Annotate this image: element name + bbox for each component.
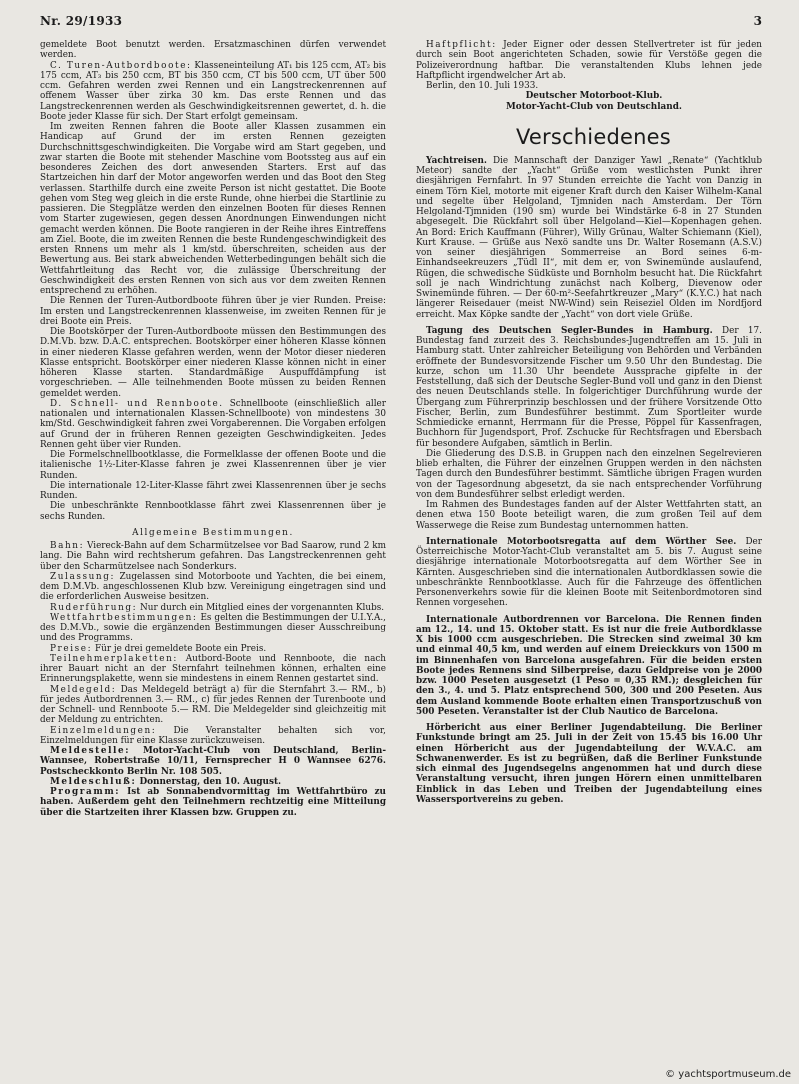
signature-myc: Motor-Yacht-Club von Deutschland. (506, 101, 682, 112)
page-header (40, 14, 762, 32)
section-title: Verschiedenes (516, 124, 671, 149)
news-item: Internationale Autbordrennen vor Barcelona. Die Rennen finden am 12., 14. und 15. Oktober statt. Es ist nur die freie Autbordklasse X bis 1000 ccm ausgeschrieben. Die Strecken sind zweimal 30 km und einmal 40,5 km, und werden auf einem Dreieckkurs von 1500 m im Binnenhafen von Barcelona ausgefahren. Für die beiden ersten Boote jedes Rennens sind Silberpreise, dazu Geldpreise von je 2000 bzw. 1000 Peseten ausgesetzt (1 Peso = 0,35 RM.); desgleichen für den 3., 4. und 5. Platz entsprechend 500, 300 und 200 Peseten. Aus dem Ausland kommende Boote erhalten einen Transportzuschuß von 500 Peseten. Veranstalter ist der Club Nautico de Barcelona. (416, 614, 762, 717)
right-column (416, 40, 762, 805)
paragraph: Die Rennen der Turen-Autbordboote führen über je vier Runden. Preise: Im ersten und Langstreckenrennen klassenweise, im zweiten Rennen für je drei Boote ein Preis. (40, 296, 386, 327)
provision-item: Ruderführung: Nur durch ein Mitglied eines der vorgenannten Klubs. (50, 602, 385, 613)
provision-item: Preise: Für je drei gemeldete Boote ein Preis. (50, 643, 267, 654)
news-item: Yachtreisen. Die Mannschaft der Danziger Yawl „Renate“ (Yachtklub Meteor) sandte der „Yacht“ Grüße vom westlichsten Punkt ihrer diesjährigen Fernfahrt. In 97 Stunden erreichte die Yacht von Danzig in einem Törn Kiel, motorte mit eigener Kraft durch den Kaiser Wilhelm-Kanal und segelte über Helgoland, Tjmniden nach Amsterdam. Der Törn Helgoland-Tjmniden (190 sm) wurde bei Windstärke 6-8 in 27 Stunden abgesegelt. Die Rückfahrt soll über Helgoland—Kiel—Kopenhagen gehen. An Bord: Erich Kauffmann (Führer), Willy Grünau, Walter Schiemann (Kiel), Kurt Krause. — Grüße aus Nexö sandte uns Dr. Walter Rosemann (A.S.V.) von seiner diesjährigen Sommerreise an Bord seines 6-m-Einhandseekreuzers „Tüdl II“, mit dem er, von Swinemünde auslaufend, Rügen, die schwedische Südküste und Bornholm besucht hat. Die Rückfahrt soll je nach Windrichtung zunächst nach Kolberg, Dievenow oder Swinemünde führen. — Der 60-m²-Seefahrtkreuzer „Mary“ (K.Y.C.) hat nach längerer Reisedauer (meist NW-Wind) sein Reiseziel Olden im Nordfjord erreicht. Max Köpke sandte der „Yacht“ von dort viele Grüße. (416, 155, 763, 320)
provision-item: Meldegeld: Das Meldegeld beträgt a) für die Sternfahrt 3.— RM., b) für jedes Autbordrennen 3.— RM., c) für jedes Rennen der Turenboote und der Schnell- und Rennboote 5.— RM. Die Meldegelder sind gleichzeitig mit der Meldung zu entrichten. (40, 684, 386, 726)
news-item: Im Rahmen des Bundestages fanden auf der Alster Wettfahrten statt, an denen etwa 150 Boote beteiligt waren, die zum großen Teil auf dem Wasserwege die Reise zum Bundestag unternommen hatten. (416, 500, 762, 531)
paragraph: Im zweiten Rennen fahren die Boote aller Klassen zusammen ein Handicap auf Grund der im ersten Rennen gezeigten Durchschnittsgeschwindigkeiten. Die Vorgabe wird am Start gegeben, und zwar starten die Boote mit stehender Maschine vom Bootssteg aus auf ein besonderes Zeichen des dort anwesenden Starters. Erst auf das Startzeichen hin darf der Motor angeworfen werden und das Boot den Steg verlassen. Starthilfe durch eine zweite Person ist nicht gestattet. Die Boote gehen vom Steg weg gleich in die erste Runde, ohne hierbei die Startlinie zu passieren. Die Stegplätze werden den einzelnen Booten für dieses Rennen vom Starter zugewiesen, gegen dessen Anordnungen Einwendungen nicht gemacht werden können. Die Boote rangieren in der Reihe ihres Eintreffens am Ziel. Boote, die im zweiten Rennen die beste Rundengeschwindigkeit des ersten Rnnens um mehr als 1 km/std. überschreiten, scheiden aus der Bewertung aus. Bei stark abweichenden Wetterbedingungen behält sich die Wettfahrtleitung das Recht vor, die zulässige Überschreitung der Geschwindigkeit des ersten Rennen von sich aus vor dem zweiten Rennen entsprechend zu erhöhen. (40, 122, 386, 296)
page-number: 3 (753, 14, 762, 28)
paragraph: Die Formelschnellbootklasse, die Formelklasse der offenen Boote und die italienische 1½-Liter-Klasse fahren je zwei Klassenrennen über je vier Runden. (40, 450, 386, 481)
date-line: Berlin, den 10. Juli 1933. (426, 81, 539, 91)
liability-paragraph: Haftpflicht: Jeder Eigner oder dessen Stellvertreter ist für jeden durch sein Boot angerichteten Schaden, sowie für Verstöße gegen die Polizeiverordnung haftbar. Die veranstaltenden Klubs lehnen jede Haftpflicht irgendwelcher Art ab. (416, 40, 762, 81)
left-column (40, 40, 386, 818)
provision-item: Wettfahrtbestimmungen: Es gelten die Bestimmungen der U.I.Y.A., des D.M.Vb., sowie die ergänzenden Bestimmungen dieser Ausschreibung und des Programms. (40, 612, 386, 644)
provision-item: Teilnehmerplaketten: Autbord-Boote und Rennboote, die nach ihrer Bauart nicht an der Sternfahrt teilnehmen können, erhalten eine Erinnerungsplakette, wenn sie mindestens in einem Rennen gestartet sind. (40, 653, 387, 685)
paragraph: C. Turen-Autbordboote: Klasseneinteilung AT₁ bis 125 ccm, AT₂ bis 175 ccm, AT₃ bis 250 ccm, BT bis 350 ccm, CT bis 500 ccm, UT über 500 ccm. Gefahren werden zwei Rennen und ein Langstreckenrennen auf offenem Wasser über zirka 30 km. Das erste Rennen und das Langstreckenrennen werden als Geschwindigkeitsrennen gewertet, d. h. die Boote jeder Klasse für sich. Der Start erfolgt gemeinsam. (40, 60, 386, 122)
watermark: © yachtsportmuseum.de (665, 1069, 791, 1080)
provision-item: Meldeschluß: Donnerstag, den 10. August. (50, 776, 282, 787)
signature-dmk: Deutscher Motorboot-Klub. (525, 91, 663, 102)
news-item: Die Gliederung des D.S.B. in Gruppen nach den einzelnen Segelrevieren blieb erhalten, die Führer der einzelnen Gruppen werden in den nächsten Tagen durch den Bundesführer bestimmt. Sämtliche übrigen Fragen wurden von der Tagesordnung abgesetzt, da sie nach entsprechender Vorführung von dem Bundesführer selbst erledigt werden. (416, 448, 762, 500)
provision-item: Programm: Ist ab Sonnabendvormittag im Wettfahrtbüro zu haben. Außerdem geht den Teilnehmern rechtzeitig eine Mitteilung über die Startzeiten ihrer Klassen bzw. Gruppen zu. (40, 787, 386, 818)
news-item: Hörbericht aus einer Berliner Jugendabteilung. Die Berliner Funkstunde bringt am 25. Juli in der Zeit von 15.45 bis 16.00 Uhr einen Hörbericht aus der Jugendabteilung der W.V.A.C. am Schwanenwerder. Es ist zu begrüßen, daß die Berliner Funkstunde sich einmal des Jugendsegelns angenommen hat und durch diese Veranstaltung versucht, ihren jungen Hörern einen unmittelbaren Einblick in das Leben und Treiben der Jugendabteilung eines Wassersportvereins zu geben. (416, 723, 762, 805)
paragraph: D. Schnell- und Rennboote. Schnellboote (einschließlich aller nationalen und internationalen Klassen-Schnellboote) von mindestens 30 km/Std. Geschwindigkeit fahren zwei Vorgaberennen. Die Vorgaben erfolgen auf Grund der in früheren Rennen gezeigten Geschwindigkeiten. Jedes Rennen geht über vier Runden. (40, 398, 386, 450)
provision-item: Zulassung: Zugelassen sind Motorboote und Yachten, die bei einem, dem D.M.Vb. angeschlossenen Klub bzw. Vereinigung eingetragen sind und die erforderlichen Ausweise besitzen. (40, 571, 386, 603)
news-item: Tagung des Deutschen Segler-Bundes in Hamburg. Der 17. Bundestag fand zurzeit des 3. Reichsbundes-Jugendtreffen am 15. Juli in Hamburg statt. Unter zahlreicher Beteiligung von Behörden und Verbänden eröffnete der Bundesvorsitzende Fischer um 9.50 Uhr den Bundestag. Die kurze, schon um 11.30 Uhr beendete Aussprache gipfelte in der Feststellung, daß sich der Deutsche Segler-Bund voll und ganz in den Dienst des neuen Deutschlands stelle. In folgerichtiger Durchführung wurde der Übergang zum Führerprinzip beschlossen und der frühere Vorsitzende Otto Fischer, Berlin, zum Bundesführer bestimmt. Zum Sportleiter wurde Schmiedicke ernannt, Herrmann für die Presse, Pöppel für Kassenfragen, Buchhorn für Jugendsport, Prof. Zschucke für Rechtsfragen und Ebersbach für besondere Aufgaben, sämtlich in Berlin. (416, 325, 762, 449)
issue-number: Nr. 29/1933 (40, 14, 123, 28)
paragraph: Die Bootskörper der Turen-Autbordboote müssen den Bestimmungen des D.M.Vb. bzw. D.A.C. entsprechen. Bootskörper einer höheren Klasse können in einer niederen Klasse gefahren werden, wenn der Motor dieser niederen Klasse entspricht. Bootskörper einer niederen Klasse können nicht in einer höheren Klasse starten. Standardmäßige Auspuffdämpfung ist vorgeschrieben. — Alle teilnehmenden Boote müssen zu beiden Rennen gemeldet werden. (40, 327, 386, 399)
paragraph: gemeldete Boot benutzt werden. Ersatzmaschinen dürfen verwendet werden. (40, 40, 386, 61)
provision-item: Einzelmeldungen: Die Veranstalter behalten sich vor, Einzelmeldungen für eine Klasse zurückzuweisen. (40, 725, 386, 746)
news-item: Internationale Motorbootsregatta auf dem Wörther See. Der Österreichische Motor-Yacht-Club veranstaltet am 5. bis 7. August seine diesjährige internationale Motorbootsregatta auf dem Wörther See in Kärnten. Ausgeschrieben sind die internationalen Autbordklassen sowie die unbeschränkte Rennbootklasse. Auch für die Fahrzeuge des öffentlichen Personenverkehrs sowie für die kleinen Boote mit Seitenbordmotoren sind Rennen vorgesehen. (416, 536, 762, 609)
paragraph: Die unbeschränkte Rennbootklasse fährt zwei Klassenrennen über je sechs Runden. (40, 501, 386, 522)
provision-item: Meldestelle: Motor-Yacht-Club von Deutschland, Berlin-Wannsee, Robertstraße 10/11, Fernsprecher H 0 Wannsee 6276. Postscheckkonto Berlin Nr. 108 505. (40, 746, 386, 777)
general-provisions-heading: Allgemeine Bestimmungen. (132, 527, 294, 538)
provision-item: Bahn: Viereck-Bahn auf dem Scharmützelsee vor Bad Saarow, rund 2 km lang. Die Bahn wird rechtsherum gefahren. Das Langstreckenrennen geht über den Scharmützelsee nach Sonderkurs. (40, 541, 386, 572)
paragraph: Die internationale 12-Liter-Klasse fährt zwei Klassenrennen über je sechs Runden. (40, 480, 386, 501)
